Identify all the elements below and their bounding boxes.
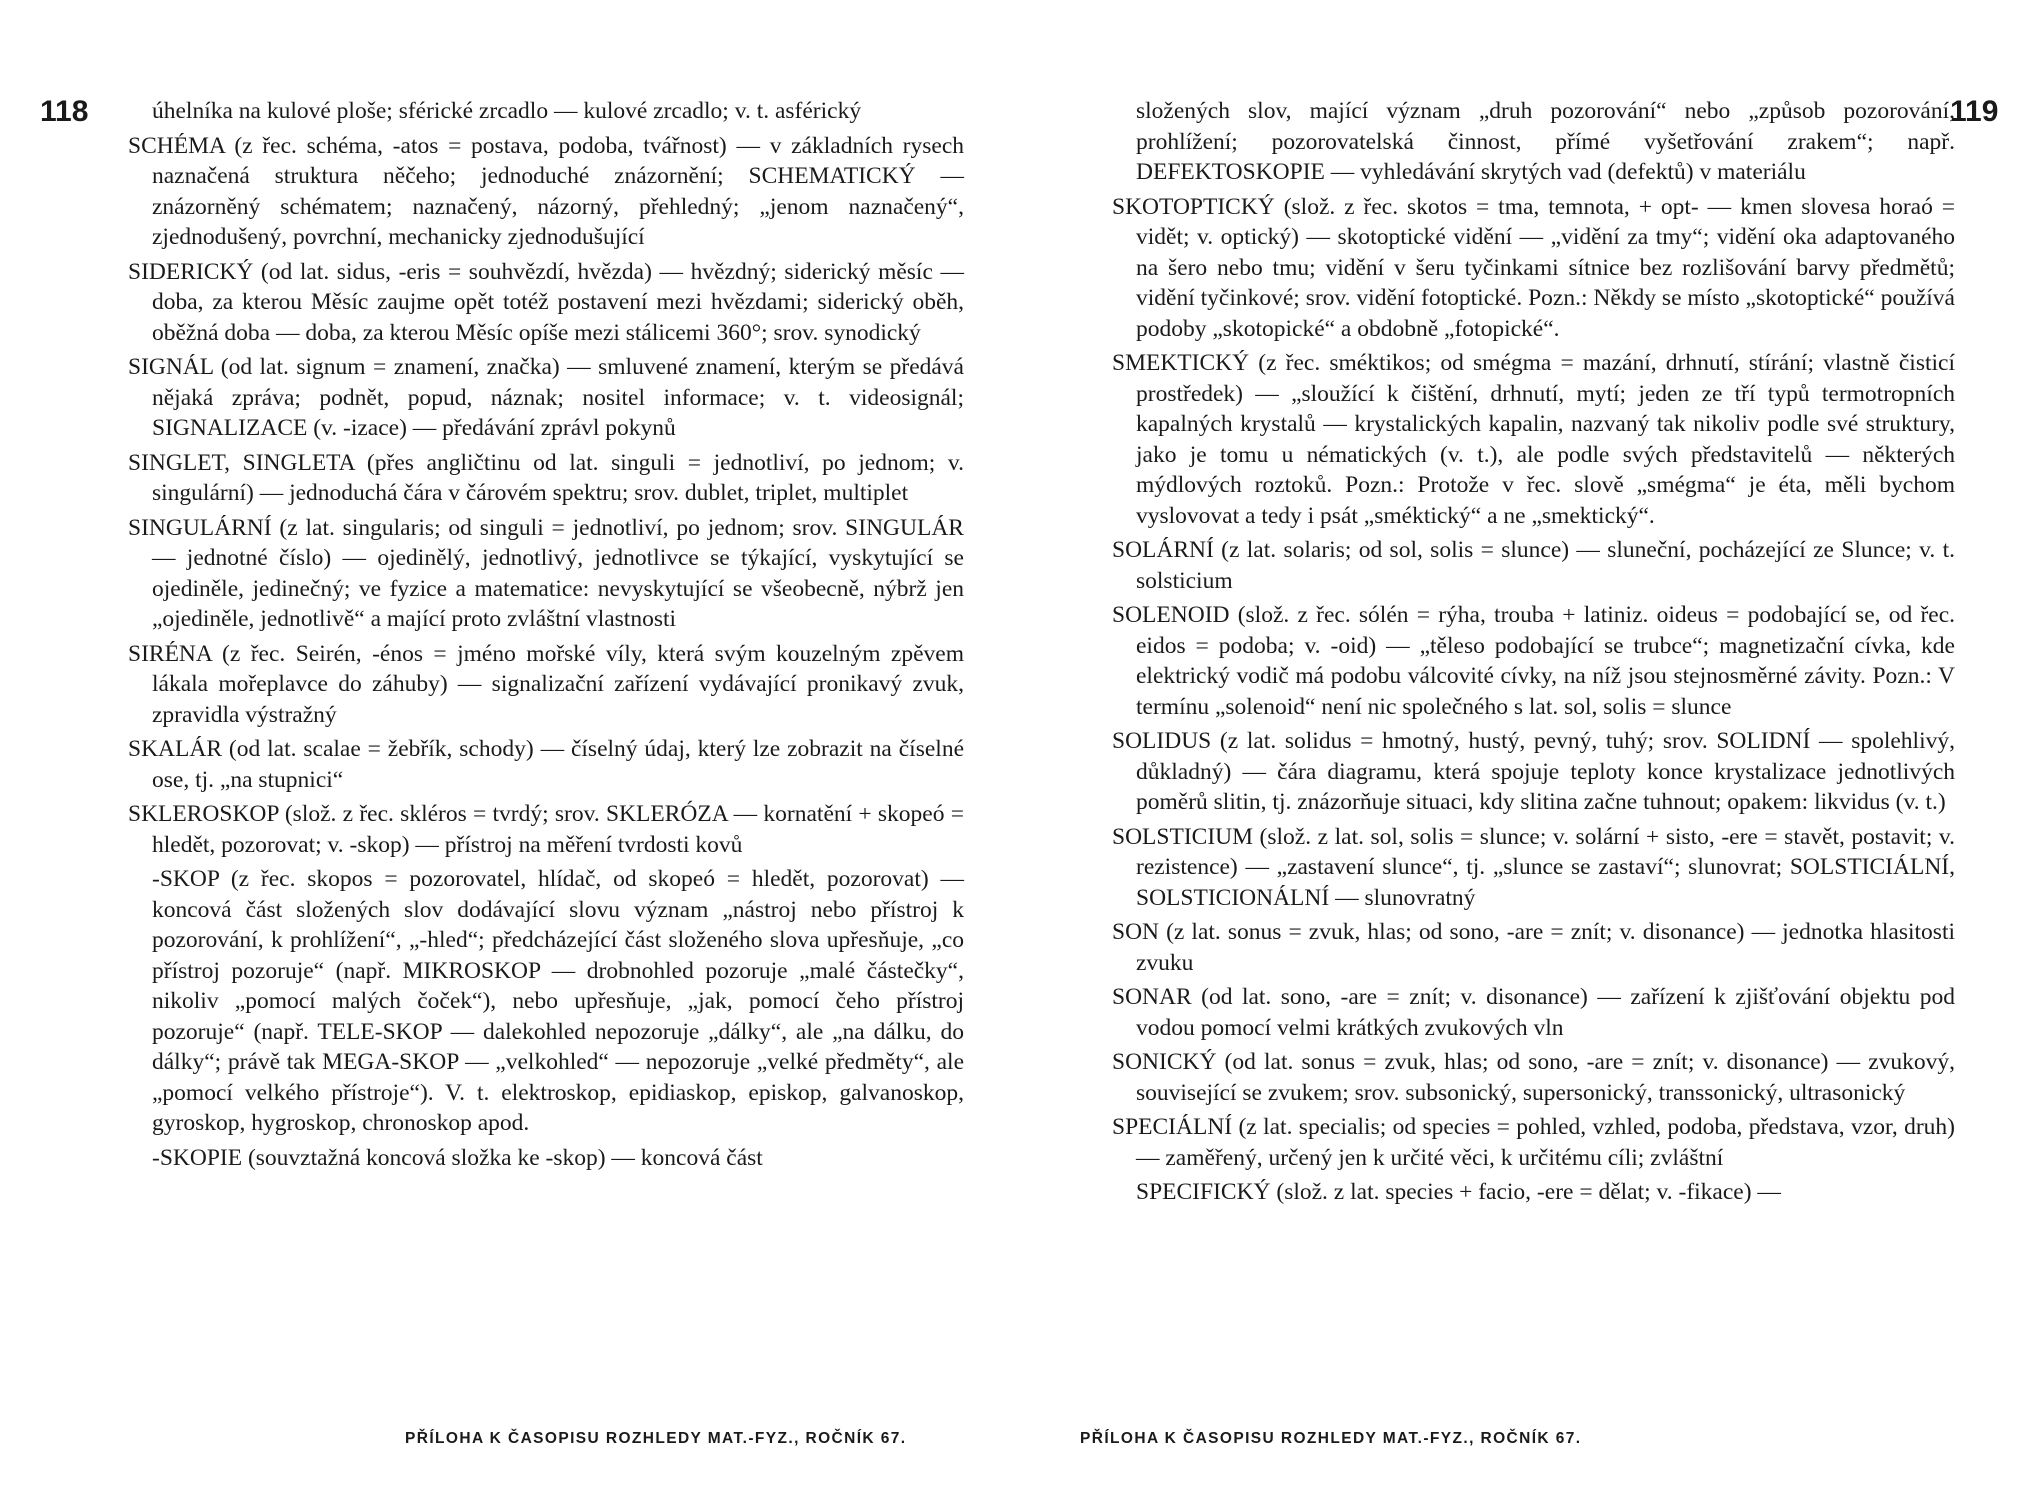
entry-singlet: SINGLET, SINGLETA (přes angličtinu od lat. singuli = jednotliví, po jednom; v. singulární) — jednoduchá čára v čárovém spektru; srov. dublet, triplet, multiplet bbox=[128, 449, 964, 506]
entry-skotopticky: SKOTOPTICKÝ (slož. z řec. skotos = tma, temnota, + opt- — kmen slovesa horaó = vidět; v. optický) — skotoptické vidění — „vidění za tmy“; vidění oka adaptovaného na šero nebo tmu; vidění v šeru tyčinkami sítnice bez rozlišování barvy předmětů; vidění tyčinkové; srov. vidění fotoptické. Pozn.: Někdy se místo „skotoptické“ používá podoby „skotopické“ a obdobně „fotopické“. bbox=[1112, 193, 1955, 342]
subentry-skopie: -SKOPIE (souvztažná koncová složka ke -skop) — koncová část bbox=[152, 1144, 763, 1171]
entry-ltr-sidericky: SIDERICKÝ (od lat. sidus, -eris = souhvězdí, hvězda) — hvězdný; siderický měsíc — doba, za kterou Měsíc zaujme opět totéž postavení mezi hvězdami; siderický oběh, oběžná doba — doba, za kterou Měsíc opíše mezi stálicemi 360°; srov. synodický bbox=[128, 258, 964, 346]
entry-solenoid: SOLENOID (slož. z řec. sólén = rýha, trouba + latiniz. oideus = podobající se, od řec. eidos = podoba; v. -oid) — „těleso podobající se trubce“; magnetizační cívka, kde elektrický vodič má podobu válcovité cívky, na níž jsou stejnosměrné závity. Pozn.: V termínu „solenoid“ není nic společného s lat. sol, solis = slunce bbox=[1112, 602, 1955, 720]
entry-solsticium: SOLSTICIUM (slož. z lat. sol, solis = slunce; v. solární + sisto, -ere = stavět, postavit; v. rezistence) — „zastavení slunce“, tj. „slunce se zastaví“; slunovrat; SOLSTICIÁLNÍ, SOLSTICIONÁLNÍ — slunovratný bbox=[1112, 823, 1955, 911]
entry-schema: SCHÉMA (z řec. schéma, -atos = postava, podoba, tvářnost) — v základních rysech naznačená struktura něčeho; jednoduché znázornění; SCHEMATICKÝ — znázorněný schématem; naznačený, názorný, přehledný; „jenom naznačený“, zjednodušený, povrchní, mechanicky zjednodušující bbox=[128, 132, 964, 250]
page-footer: PŘÍLOHA K ČASOPISU ROZHLEDY MAT.-FYZ., ROČNÍK 67. bbox=[1080, 1430, 1582, 1447]
entry-singularni: SINGULÁRNÍ (z lat. singularis; od singuli = jednotliví, po jednom; srov. SINGULÁR — jednotné číslo) — ojedinělý, jednotlivý, jednotlivce se týkající, vyskytující se ojediněle, jedinečný; ve fyzice a matematice: nevyskytující se všeobecně, nýbrž jen „ojediněle, jednotlivě“ a mající proto zvláštní vlastnosti bbox=[128, 514, 964, 632]
entry-continuation: složených slov, mající význam „druh pozorování“ nebo „způsob pozorování, prohlížení; pozorovatelská činnost, přímé vyšetřování zrakem“; např. DEFEKTOSKOPIE — vyhledávání skrytých vad (defektů) v materiálu bbox=[1136, 98, 1955, 185]
dictionary-column-right bbox=[1112, 96, 1955, 1208]
right-page bbox=[1020, 0, 2040, 1501]
entry-smekticky: SMEKTICKÝ (z řec. sméktikos; od smégma = mazání, drhnutí, stírání; vlastně čisticí prostředek) — „sloužící k čištění, drhnutí, mytí; jeden ze tří typů termotropních kapalných krystalů — krystalických kapalin, nazvaný tak nikoliv podle své struktury, jako je tomu u nématických (v. t.), ale podle svých představitelů — některých mýdlových roztoků. Pozn.: Protože v řec. slově „smégma“ je éta, měli bychom vyslovovat a tedy i psát „sméktický“ a ne „smektický“. bbox=[1112, 350, 1955, 529]
entry-son: SON (z lat. sonus = zvuk, hlas; od sono, -are = znít; v. disonance) — jednotka hlasitosti zvuku bbox=[1112, 919, 1955, 976]
page-number: 118 bbox=[40, 95, 89, 128]
entry-skalar: SKALÁR (od lat. scalae = žebřík, schody) — číselný údaj, který lze zobrazit na číselné ose, tj. „na stupnici“ bbox=[128, 736, 964, 793]
page-number: 119 bbox=[1950, 95, 1999, 128]
entry-signal: SIGNÁL (od lat. signum = znamení, značka) — smluvené znamení, kterým se předává nějaká zpráva; podnět, popud, náznak; nositel informace; v. t. videosignál; SIGNALIZACE (v. -izace) — předávání zprávl pokynů bbox=[128, 354, 964, 441]
entry-solidus: SOLIDUS (z lat. solidus = hmotný, hustý, pevný, tuhý; srov. SOLIDNÍ — spolehlivý, důkladný) — čára diagramu, která spojuje teploty konce krystalizace jednotlivých poměrů slitin, tj. znázorňuje situaci, kdy slitina začne tuhnout; opakem: likvidus (v. t.) bbox=[1112, 728, 1955, 815]
subentry-specificky: SPECIFICKÝ (slož. z lat. species + facio, -ere = dělat; v. -fikace) — bbox=[1136, 1179, 1781, 1205]
entry-specialni: SPECIÁLNÍ (z lat. specialis; od species = pohled, vzhled, podoba, představa, vzor, druh) — zaměřený, určený jen k určité věci, k určitému cíli; zvláštní bbox=[1112, 1114, 1955, 1171]
dictionary-column-left bbox=[128, 96, 964, 1173]
entry-sonar: SONAR (od lat. sono, -are = znít; v. disonance) — zařízení k zjišťování objektu pod vodou pomocí velmi krátkých zvukových vln bbox=[1112, 984, 1955, 1041]
entry-continuation: úhelníka na kulové ploše; sférické zrcadlo — kulové zrcadlo; v. t. asférický bbox=[152, 98, 862, 124]
page-footer: PŘÍLOHA K ČASOPISU ROZHLEDY MAT.-FYZ., ROČNÍK 67. bbox=[405, 1430, 907, 1447]
entry-sonicky: SONICKÝ (od lat. sonus = zvuk, hlas; od sono, -are = znít; v. disonance) — zvukový, související se zvukem; srov. subsonický, supersonický, transsonický, ultrasonický bbox=[1112, 1049, 1955, 1106]
entry-sirena: SIRÉNA (z řec. Seirén, -énos = jméno mořské víly, která svým kouzelným zpěvem lákala mořeplavce do záhuby) — signalizační zařízení vydávající pronikavý zvuk, zpravidla výstražný bbox=[128, 640, 964, 728]
subentry-skop: -SKOP (z řec. skopos = pozorovatel, hlídač, od skopeó = hledět, pozorovat) — koncová část složených slov dodávající slovu význam „nástroj nebo přístroj k pozorování, k prohlížení“, „-hled“; předcházející část složeného slova upřesňuje, „co přístroj pozoruje“ (např. MIKROSKOP — drobnohled pozoruje „malé částečky“, nikoliv „pomocí malých čoček“), nebo upřesňuje, „jak, pomocí čeho přístroj pozoruje“ (např. TELE-SKOP — dalekohled nepozoruje „dálky“, ale „na dálku, do dálky“; právě tak MEGA-SKOP — „velkohled“ — nepozoruje „velké předměty“, ale „pomocí velkého přístroje“). V. t. elektroskop, epidiaskop, episkop, galvanoskop, gyroskop, hygroskop, chronoskop apod. bbox=[152, 866, 964, 1136]
entry-skleroskop: SKLEROSKOP (slož. z řec. skléros = tvrdý; srov. SKLERÓZA — kornatění + skopeó = hledět, pozorovat; v. -skop) — přístroj na měření tvrdosti kovů bbox=[128, 801, 964, 858]
entry-solarni: SOLÁRNÍ (z lat. solaris; od sol, solis = slunce) — sluneční, pocházející ze Slunce; v. t. solsticium bbox=[1112, 537, 1955, 594]
